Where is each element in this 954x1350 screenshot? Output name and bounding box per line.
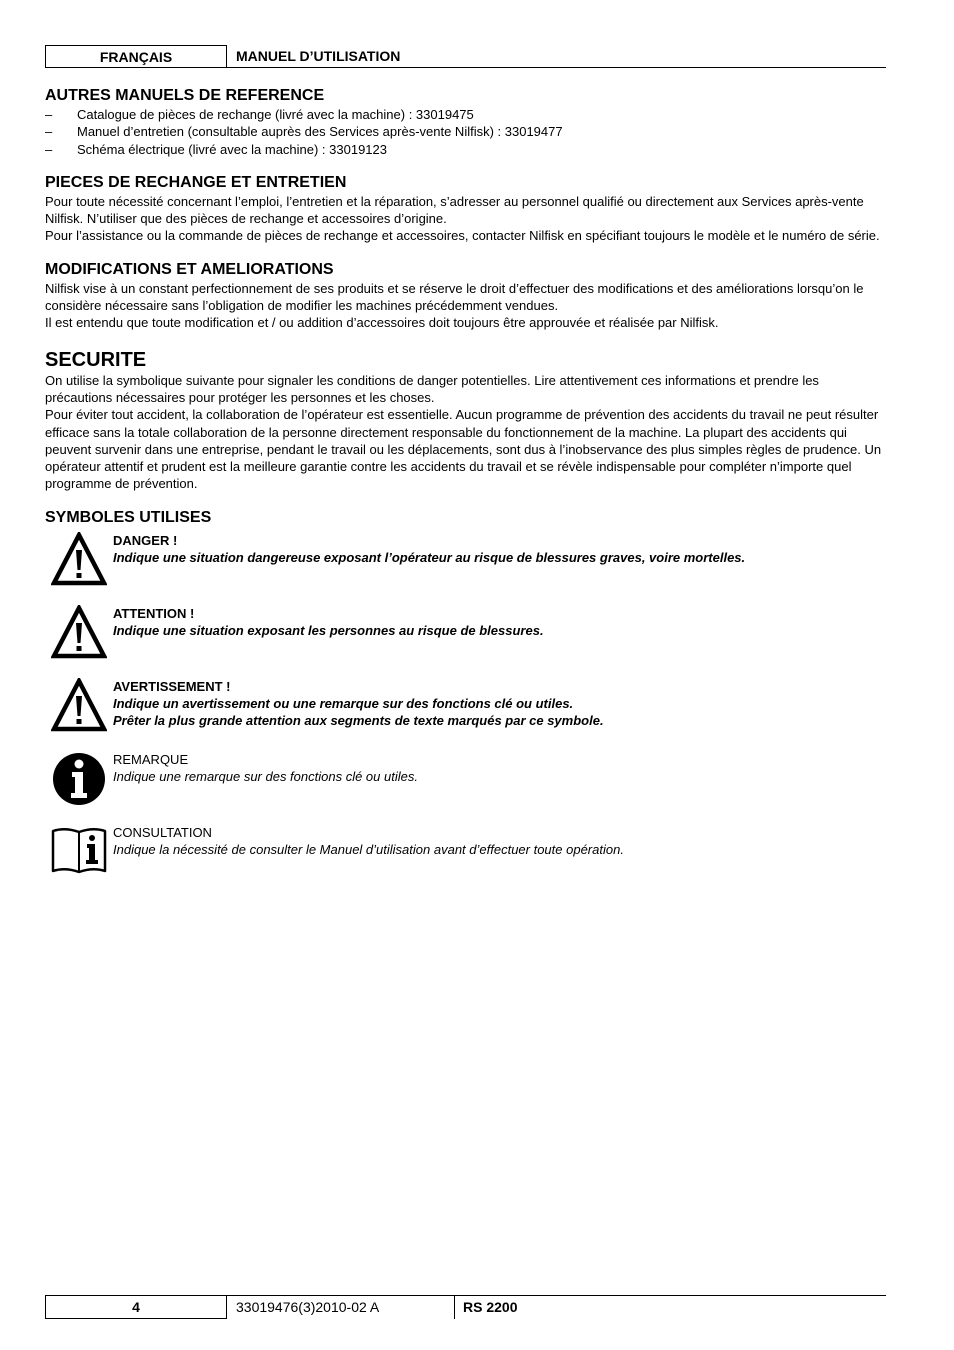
spare-parts-paragraph-2: Pour l’assistance ou la commande de pièces de rechange et accessoires, contacter Nilfisk en spécifiant toujours le modèle et le numéro de série. — [45, 228, 880, 244]
security-title: SECURITE — [45, 348, 147, 371]
symbol-warning — [45, 678, 886, 751]
symbol-description-2: Prêter la plus grande attention aux segments de texte marqués par ce symbole. — [113, 713, 604, 729]
warning-triangle-icon — [51, 532, 107, 588]
manual-book-icon — [51, 824, 107, 880]
symbol-label: AVERTISSEMENT ! — [113, 678, 231, 694]
manual-title: MANUEL D’UTILISATION — [236, 48, 401, 64]
symbol-remark — [45, 751, 886, 824]
symbol-description: Indique une situation exposant les personnes au risque de blessures. — [113, 623, 544, 639]
document-reference: 33019476(3)2010-02 A — [236, 1299, 380, 1315]
security-paragraph-1: On utilise la symbolique suivante pour signaler les conditions de danger potentielles. Lire attentivement ces informations et prendre les précautions nécessaires pour protéger les personnes et les choses. — [45, 372, 819, 405]
spare-parts-title: PIECES DE RECHANGE ET ENTRETIEN — [45, 173, 347, 191]
spare-parts-paragraph-1: Pour toute nécessité concernant l’emploi, l’entretien et la réparation, s’adresser au personnel qualifié ou directement aux Services après-vente Nilfisk. N’utiliser que des pièces de rechange et accessoires d’origine. — [45, 193, 864, 227]
modifications-title: MODIFICATIONS ET AMELIORATIONS — [45, 260, 334, 278]
info-circle-icon — [51, 751, 107, 807]
list-item: – Manuel d’entretien (consultable auprès des Services après-vente Nilfisk) : 33019477 — [45, 124, 563, 140]
list-item: – Catalogue de pièces de rechange (livré avec la machine) : 33019475 — [45, 107, 474, 122]
page-content — [45, 86, 886, 897]
warning-triangle-icon — [51, 678, 107, 734]
page-header — [45, 45, 886, 68]
references-title: AUTRES MANUELS DE REFERENCE — [45, 87, 325, 104]
symbol-label: CONSULTATION — [113, 824, 212, 840]
model-name: RS 2200 — [463, 1299, 518, 1315]
symbol-label: ATTENTION ! — [113, 605, 195, 621]
symbol-danger — [45, 532, 886, 605]
modifications-paragraph-1: Nilfisk vise à un constant perfectionnement de ses produits et se réserve le droit d’effectuer des modifications et des améliorations lorsqu’on le considère nécessaire sans l’obligation de modifier les machines précédemment vendues. — [45, 280, 864, 314]
modifications-paragraph-2: Il est entendu que toute modification et / ou addition d’accessoires doit toujours être approuvée et réalisée par Nilfisk. — [45, 315, 719, 331]
symbol-description: Indique un avertissement ou une remarque sur des fonctions clé ou utiles. — [113, 696, 574, 712]
footer-divider — [454, 1296, 455, 1319]
symbol-consultation — [45, 824, 886, 897]
symbol-label: DANGER ! — [113, 532, 178, 548]
symbol-description: Indique une situation dangereuse exposant l’opérateur au risque de blessures graves, voire mortelles. — [113, 550, 746, 566]
list-item: – Schéma électrique (livré avec la machine) : 33019123 — [45, 141, 388, 157]
symbol-attention — [45, 605, 886, 678]
symbols-title: SYMBOLES UTILISES — [45, 508, 212, 526]
references-list — [45, 106, 886, 158]
page — [45, 0, 886, 1350]
symbol-label: REMARQUE — [113, 751, 189, 767]
symbol-description: Indique la nécessité de consulter le Manuel d’utilisation avant d’effectuer toute opération. — [113, 842, 624, 858]
page-number: 4 — [45, 1296, 227, 1319]
symbol-description: Indique une remarque sur des fonctions clé ou utiles. — [113, 769, 418, 785]
warning-triangle-icon — [51, 605, 107, 661]
security-paragraph-2: Pour éviter tout accident, la collaboration de l’opérateur est essentielle. Aucun programme de prévention des accidents du travail ne peut résulter efficace sans la totale collaboration de la personne directement responsable du fonctionnement de la machine. La plupart des accidents qui peuvent survenir dans une entreprise, pendant le travail ou les déplacements, sont dus à l’inobservance des plus simples règles de prudence. Un opérateur attentif et prudent est la meilleure garantie contre les accidents du travail et se révèle indispensable pour compléter n’importe quel programme de prévention. — [45, 407, 882, 492]
page-footer — [45, 1295, 886, 1319]
language-label: FRANÇAIS — [45, 45, 227, 67]
